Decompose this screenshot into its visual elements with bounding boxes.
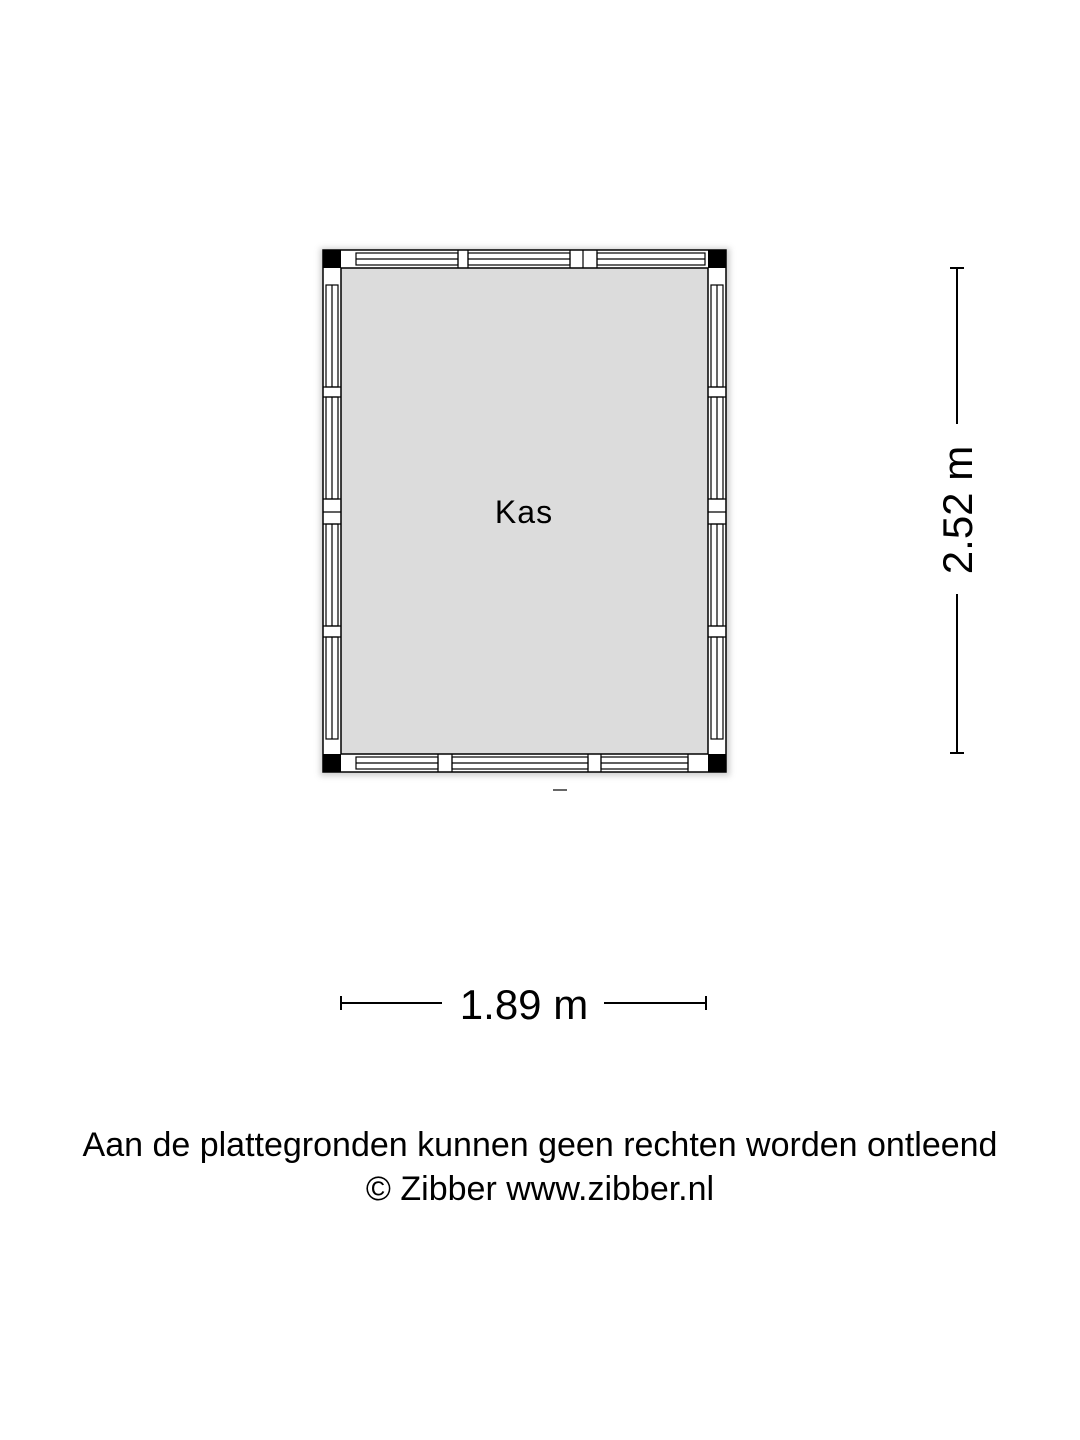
corner-post-top-right	[708, 250, 726, 268]
top-wall-panels	[356, 250, 705, 268]
room-label: Kas	[494, 494, 554, 530]
bottom-wall-panels	[356, 754, 688, 772]
width-dimension-label: 1.89 m	[459, 981, 589, 1028]
corner-post-bottom-right	[708, 754, 726, 772]
right-wall-panels	[708, 285, 726, 739]
corner-post-top-left	[323, 250, 341, 268]
left-wall-panels	[323, 285, 341, 739]
copyright-text: © Zibber www.zibber.nl	[365, 1170, 715, 1208]
disclaimer-text: Aan de plattegronden kunnen geen rechten worden ontleend	[82, 1126, 998, 1164]
height-dimension-label: 2.52 m	[934, 445, 981, 575]
corner-post-bottom-left	[323, 754, 341, 772]
